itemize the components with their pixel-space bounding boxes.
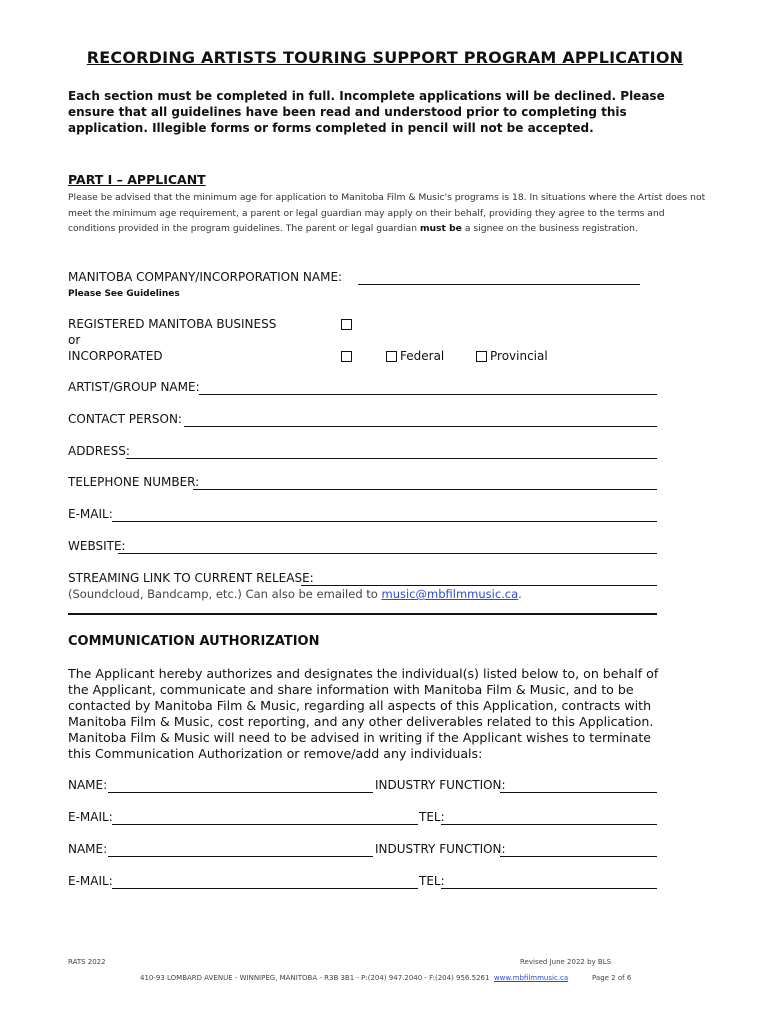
streaming-note-period: . xyxy=(518,587,522,601)
provincial-checkbox[interactable] xyxy=(476,351,487,362)
contact2-tel-label: TEL: xyxy=(419,874,445,888)
contact2-email-label: E-MAIL: xyxy=(68,874,113,888)
telephone-label: TELEPHONE NUMBER: xyxy=(68,475,200,489)
contact1-email-label: E-MAIL: xyxy=(68,810,113,824)
registered-business-checkbox[interactable] xyxy=(341,319,352,330)
email-label: E-MAIL: xyxy=(68,507,113,521)
address-label: ADDRESS: xyxy=(68,444,130,458)
advisory-text-1: Please be advised that the minimum age for application to Manitoba Film & Music's programs is 18. In situations where the Artist does not meet the minimum age requirement, a parent or legal guardian may apply on their behalf, providing they agree to the terms and conditions provided in the program guidelines. The parent or legal guardian xyxy=(68,192,706,234)
contact-person-field[interactable] xyxy=(184,426,657,427)
contact1-industry-label: INDUSTRY FUNCTION: xyxy=(375,778,506,792)
incorporated-checkbox[interactable] xyxy=(341,351,352,362)
provincial-label: Provincial xyxy=(490,349,548,363)
streaming-note-text: (Soundcloud, Bandcamp, etc.) Can also be emailed to xyxy=(68,587,382,601)
registered-business-label: REGISTERED MANITOBA BUSINESS xyxy=(68,317,277,331)
advisory-text-2: a signee on the business registration. xyxy=(461,223,638,234)
see-guidelines-note: Please See Guidelines xyxy=(68,289,180,299)
footer-address: 410-93 LOMBARD AVENUE - WINNIPEG, MANITOBA - R3B 3B1 - P:(204) 947.2040 - F:(204) 956.5261 xyxy=(140,974,490,982)
contact1-industry-field[interactable] xyxy=(500,792,657,793)
contact2-email-field[interactable] xyxy=(112,888,418,889)
artist-group-field[interactable] xyxy=(199,394,657,395)
footer-form-code: RATS 2022 xyxy=(68,958,106,966)
footer-website-link[interactable]: www.mbfilmmusic.ca xyxy=(493,974,569,982)
contact-person-label: CONTACT PERSON: xyxy=(68,412,182,426)
communication-paragraph: The Applicant hereby authorizes and designates the individual(s) listed below to, on behalf of the Applicant, communicate and share information with Manitoba Film & Music, and to be contacted by Manitoba Film & Music, regarding all aspects of this Application, contracts with Manitoba Film & Music, cost reporting, and any other deliverables related to this Application. Manitoba Film & Music will need to be advised in writing if the Applicant wishes to terminate this Communication Authorization or remove/add any individuals: xyxy=(68,666,659,761)
federal-label: Federal xyxy=(400,349,445,363)
streaming-note xyxy=(68,587,522,601)
incorporated-label: INCORPORATED xyxy=(68,349,163,363)
company-name-label: MANITOBA COMPANY/INCORPORATION NAME: xyxy=(68,270,343,284)
document-title: RECORDING ARTISTS TOURING SUPPORT PROGRAM APPLICATION xyxy=(86,48,684,67)
address-field[interactable] xyxy=(126,458,657,459)
footer-revised: Revised June 2022 by BLS xyxy=(520,958,612,966)
or-label: or xyxy=(68,333,81,347)
streaming-link-label: STREAMING LINK TO CURRENT RELEASE: xyxy=(68,571,314,585)
website-field[interactable] xyxy=(118,553,657,554)
contact2-tel-field[interactable] xyxy=(441,888,657,889)
company-name-field[interactable] xyxy=(358,284,640,285)
telephone-field[interactable] xyxy=(193,489,657,490)
part1-advisory xyxy=(68,190,708,237)
contact1-email-field[interactable] xyxy=(112,824,418,825)
advisory-emphasis: must be xyxy=(419,223,462,234)
email-field[interactable] xyxy=(112,521,657,522)
contact2-name-label: NAME: xyxy=(68,842,108,856)
contact1-tel-field[interactable] xyxy=(441,824,657,825)
streaming-link-field[interactable] xyxy=(301,585,657,586)
streaming-email-link[interactable]: music@mbfilmmusic.ca xyxy=(381,587,519,601)
intro-instructions: Each section must be completed in full. Incomplete applications will be declined. Please ensure that all guidelines have been read and understood prior to completing this application. Illegible forms or forms completed in pencil will not be accepted. xyxy=(68,89,665,135)
communication-heading: COMMUNICATION AUTHORIZATION xyxy=(68,634,320,649)
contact1-tel-label: TEL: xyxy=(419,810,445,824)
contact2-name-field[interactable] xyxy=(108,856,373,857)
contact1-name-label: NAME: xyxy=(68,778,108,792)
footer-address-line xyxy=(140,974,568,982)
federal-checkbox[interactable] xyxy=(386,351,397,362)
artist-group-label: ARTIST/GROUP NAME: xyxy=(68,380,200,394)
part1-heading: PART I – APPLICANT xyxy=(68,172,206,187)
section-divider xyxy=(68,613,657,615)
contact1-name-field[interactable] xyxy=(108,792,373,793)
footer-page-number: Page 2 of 6 xyxy=(592,974,632,982)
contact2-industry-label: INDUSTRY FUNCTION: xyxy=(375,842,506,856)
contact2-industry-field[interactable] xyxy=(500,856,657,857)
website-label: WEBSITE: xyxy=(68,539,126,553)
